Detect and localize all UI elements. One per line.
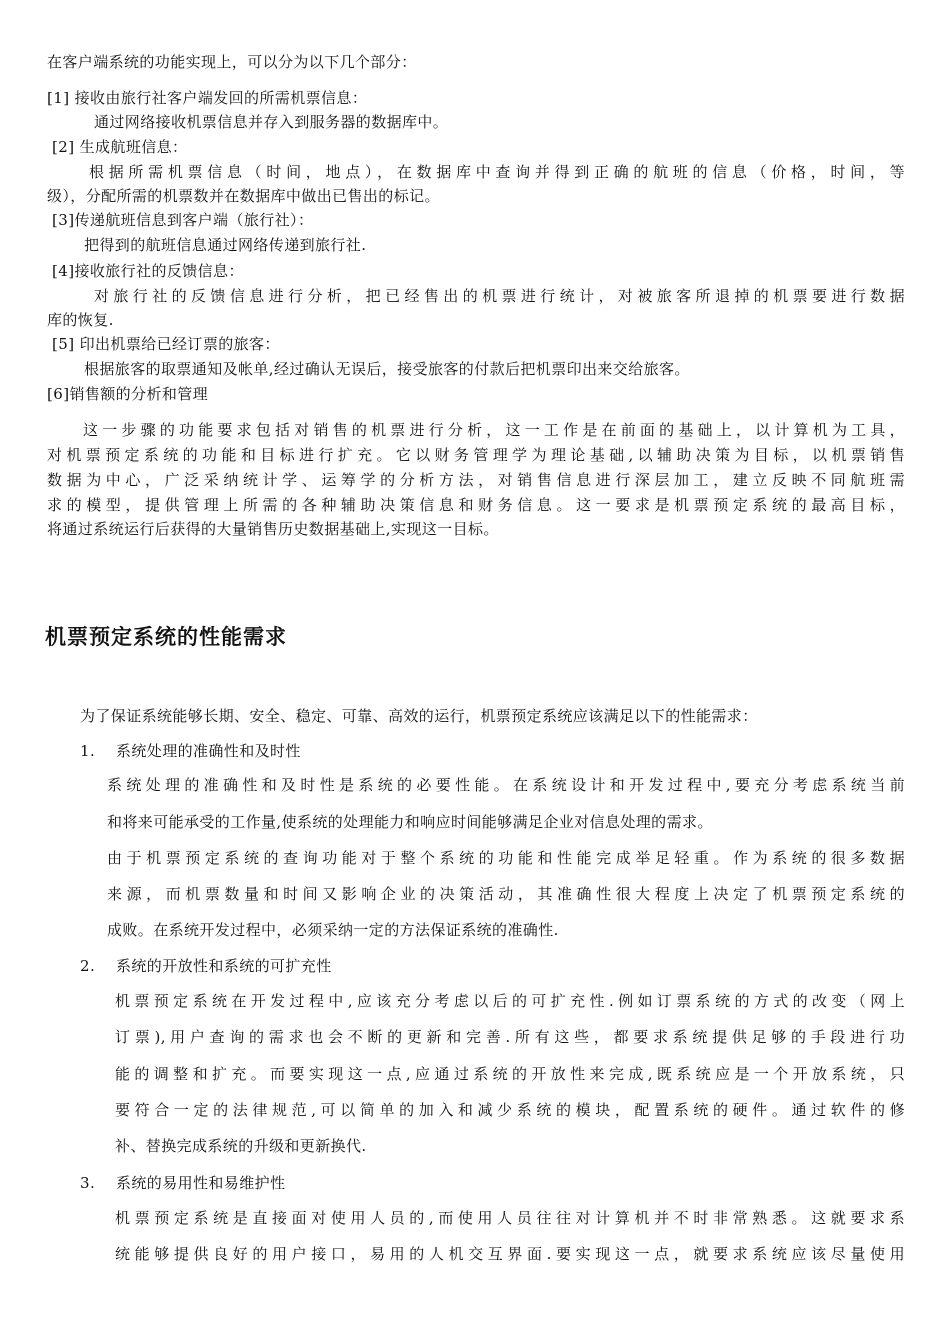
- list-item-number: 2.: [80, 957, 96, 975]
- item6-body-line: 求的模型，提供管理上所需的各种辅助决策信息和财务信息。这一要求是机票预定系统的最高目标，: [47, 496, 905, 514]
- section1-intro: 在客户端系统的功能实现上，可以分为以下几个部分：: [47, 53, 417, 71]
- list-item-body-line: 统能够提供良好的用户接口，易用的人机交互界面.要实现这一点，就要求系统应该尽量使用: [115, 1245, 905, 1263]
- item4-title: [4]接收旅行社的反馈信息：: [52, 262, 244, 280]
- item6-body-line: 对机票预定系统的功能和目标进行扩充。它以财务管理学为理论基础,以辅助决策为目标，以机票销售: [47, 446, 905, 464]
- list-item-body-line: 机票预定系统是直接面对使用人员的,而使用人员往往对计算机并不时非常熟悉。这就要求系: [115, 1209, 905, 1227]
- item2-body-line: 级），分配所需的机票数并在数据库中做出已售出的标记。: [47, 187, 440, 205]
- list-item-body-line: 和将来可能承受的工作量,使系统的处理能力和响应时间能够满足企业对信息处理的需求。: [107, 813, 713, 831]
- item6-body-line: 将通过系统运行后获得的大量销售历史数据基础上,实现这一目标。: [47, 520, 499, 538]
- list-item-body-line: 补、替换完成系统的升级和更新换代.: [115, 1137, 367, 1155]
- item3-body-line: 把得到的航班信息通过网络传递到旅行社.: [84, 236, 367, 254]
- section2-intro: 为了保证系统能够长期、安全、稳定、可靠、高效的运行，机票预定系统应该满足以下的性能需求：: [80, 707, 758, 725]
- list-item-body-line: 系统处理的准确性和及时性是系统的必要性能。在系统设计和开发过程中,要充分考虑系统当前: [107, 776, 905, 794]
- item1-body-line: 通过网络接收机票信息并存入到服务器的数据库中。: [94, 113, 449, 131]
- list-item-title: 系统的开放性和系统的可扩充性: [116, 957, 332, 975]
- item6-title: [6]销售额的分析和管理: [47, 385, 209, 403]
- list-item-body-line: 由于机票预定系统的查询功能对于整个系统的功能和性能完成举足轻重。作为系统的很多数据: [107, 849, 905, 867]
- item5-title: [5] 印出机票给已经订票的旅客：: [52, 335, 280, 353]
- item6-body-line: 数据为中心，广泛采纳统计学、运筹学的分析方法，对销售信息进行深层加工，建立反映不同航班需: [47, 471, 905, 489]
- list-item-body-line: 来源，而机票数量和时间又影响企业的决策活动，其准确性很大程度上决定了机票预定系统的: [107, 885, 905, 903]
- item2-body-line: 根据所需机票信息（时间，地点），在数据库中查询并得到正确的航班的信息（价格，时间，等: [89, 163, 905, 181]
- item2-title: [2] 生成航班信息：: [52, 138, 188, 156]
- list-item-title: 系统处理的准确性和及时性: [116, 742, 301, 760]
- item1-title: [1] 接收由旅行社客户端发回的所需机票信息：: [47, 89, 368, 107]
- item4-body-line: 对旅行社的反馈信息进行分析，把已经售出的机票进行统计，对被旅客所退掉的机票要进行数据: [94, 287, 905, 305]
- list-item-number: 3.: [80, 1174, 96, 1192]
- list-item-body-line: 能的调整和扩充。而要实现这一点,应通过系统的开放性来完成,既系统应是一个开放系统，只: [115, 1065, 905, 1083]
- list-item-body-line: 订票),用户查询的需求也会不断的更新和完善.所有这些，都要求系统提供足够的手段进行功: [115, 1028, 905, 1046]
- item4-body-line: 库的恢复.: [47, 311, 114, 329]
- list-item-body-line: 成败。在系统开发过程中，必须采纳一定的方法保证系统的准确性.: [107, 921, 559, 939]
- list-item-number: 1.: [80, 742, 96, 760]
- section-heading: 机票预定系统的性能需求: [45, 625, 287, 649]
- item5-body-line: 根据旅客的取票通知及帐单,经过确认无误后，接受旅客的付款后把机票印出来交给旅客。: [84, 360, 690, 378]
- item3-title: [3]传递航班信息到客户端（旅行社）：: [52, 211, 314, 229]
- item6-body-line: 这一步骤的功能要求包括对销售的机票进行分析，这一工作是在前面的基础上，以计算机为工具，: [83, 421, 905, 439]
- list-item-body-line: 要符合一定的法律规范,可以简单的加入和减少系统的模块，配置系统的硬件。通过软件的修: [115, 1101, 905, 1119]
- list-item-body-line: 机票预定系统在开发过程中,应该充分考虑以后的可扩充性.例如订票系统的方式的改变（网上: [115, 992, 905, 1010]
- list-item-title: 系统的易用性和易维护性: [116, 1174, 286, 1192]
